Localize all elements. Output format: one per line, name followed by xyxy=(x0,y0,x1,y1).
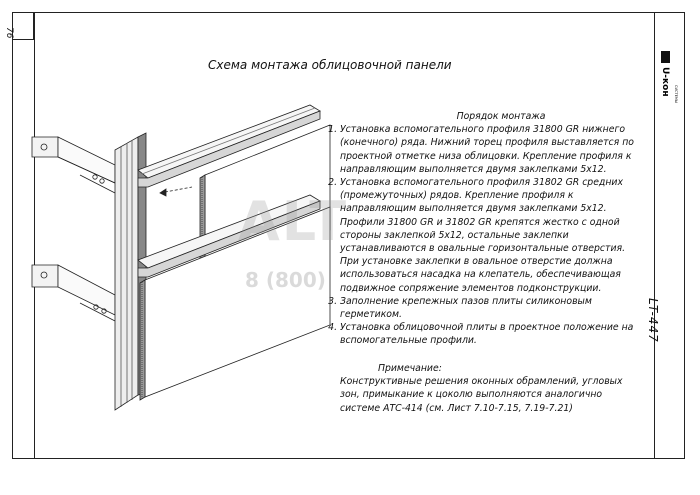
upper-bracket xyxy=(32,137,115,193)
installation-procedure xyxy=(326,110,646,348)
logo-brand-text: U-кон xyxy=(660,67,670,97)
procedure-step: 3. Заполнение крепежных пазов плиты силиконовым герметиком. xyxy=(340,295,646,321)
logo-subtitle-text: СИСТЕМЫ xyxy=(674,85,678,103)
lower-bracket xyxy=(32,265,115,321)
procedure-step: 1. Установка вспомогательного профиля 31800 GR нижнего (конечного) ряда. Нижний торец профиля выставляется по проектной отметке низа облицовки. Крепление профиля к направляющим выполняется двумя заклепками 5x12. xyxy=(340,123,646,176)
brand-logo xyxy=(657,45,683,140)
procedure-steps xyxy=(326,123,646,347)
note-heading: Примечание: xyxy=(378,363,442,374)
title-block-strip xyxy=(654,12,655,459)
note-text: Конструктивные решения оконных обрамлений, угловых зон, примыкание к цоколю выполняются аналогично системе АТС-414 (см. Лист 7.10-7.15, 7.19-7.21) xyxy=(340,376,623,414)
procedure-heading: Порядок монтажа xyxy=(456,111,546,122)
procedure-step: 2. Установка вспомогательного профиля 31802 GR средних (промежуточных) рядов. Крепление профиля к направляющим выполняется двумя заклепками 5x12. Профили 31800 GR и 31802 GR крепятся жестко с одной стороны заклепкой 5x12, остальные заклепки устанавливаются в овальные горизонтальные отверстия. При установке заклепки в овальное отверстие должна использоваться насадка на клепатель, обеспечивающая подвижное сопряжение элементов подконструкции. xyxy=(340,176,646,295)
procedure-step: 4. Установка облицовочной плиты в проектное положение на вспомогательные профили. xyxy=(340,321,646,347)
note-block xyxy=(340,362,645,415)
page-number-box xyxy=(12,12,34,40)
watermark-text: ALT xyxy=(238,190,349,253)
logo-block xyxy=(661,51,670,63)
page-number: 76 xyxy=(4,27,14,39)
sheet-code: LT-447 xyxy=(646,298,660,343)
drawing-title: Схема монтажа облицовочной панели xyxy=(208,58,452,72)
watermark-phone: 8 (800) xyxy=(245,268,326,292)
installation-arrow xyxy=(160,187,192,196)
